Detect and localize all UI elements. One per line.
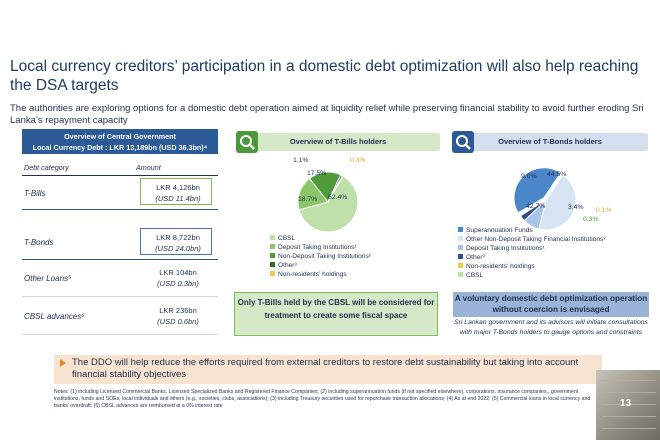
- tbills-legend: [270, 234, 371, 279]
- arrow-bullet-icon: [60, 359, 66, 367]
- legend-swatch: [458, 236, 463, 241]
- col-category: Debt category: [24, 163, 69, 172]
- tbonds-label-other: 3.4%: [568, 204, 584, 211]
- tbonds-label-ondti: 44.5%: [547, 171, 567, 178]
- tbonds-label-super: 42.7%: [526, 203, 546, 210]
- overview-table-header: [22, 163, 218, 175]
- legend-item: [270, 234, 371, 243]
- row-category: T-Bonds: [24, 238, 54, 247]
- ddo-banner: [54, 355, 602, 384]
- overview-header-line2: Local Currency Debt : LKR 13,189bn (USD 36.3bn)⁴: [32, 143, 208, 152]
- legend-label: Deposit Taking Institutions¹: [278, 244, 357, 251]
- row-category: T-Bills: [24, 189, 46, 198]
- row-category: CBSL advances⁶: [24, 312, 85, 321]
- legend-label: Superannuation Funds: [466, 227, 533, 234]
- tbills-label-cbsl: 62.4%: [328, 194, 348, 201]
- legend-item: [270, 252, 371, 261]
- legend-swatch: [270, 235, 275, 240]
- legend-label: Other Non-Deposit Taking Financial Institutions²: [466, 236, 606, 243]
- legend-item: [458, 253, 606, 262]
- row-amount: [140, 267, 216, 289]
- row-amount-usd: (USD 11.4bn): [155, 194, 201, 203]
- legend-swatch: [458, 245, 463, 250]
- row-divider: [22, 334, 218, 335]
- row-amount-lkr: LKR 8,722bn: [156, 233, 200, 242]
- legend-label: Non-residents’ holdings: [466, 263, 535, 270]
- tbills-panel-header: Overview of T-Bills holders: [236, 133, 440, 151]
- row-amount-usd: (USD 24.0bn): [155, 244, 201, 253]
- row-amount-usd: (USD 0.6bn): [157, 317, 199, 326]
- tbills-label-other: 1.1%: [293, 157, 309, 164]
- legend-item: [270, 243, 371, 252]
- tbonds-label-cbsl: 0.3%: [583, 216, 599, 223]
- tbills-label-nonresident: 0.3%: [350, 157, 366, 164]
- legend-label: Other³: [278, 262, 297, 269]
- legend-swatch: [270, 244, 275, 249]
- tbills-label-ndti: 17.5%: [307, 170, 327, 177]
- row-amount: [140, 182, 216, 204]
- page-number: 13: [620, 398, 632, 409]
- tbonds-label-dti: 9.0%: [521, 173, 537, 180]
- overview-header-line1: Overview of Central Government: [64, 132, 176, 141]
- legend-label: CBSL: [466, 272, 484, 279]
- legend-label: CBSL: [278, 235, 296, 242]
- row-amount-lkr: LKR 4,126bn: [156, 183, 200, 192]
- row-category: Other Loans⁵: [24, 274, 72, 283]
- tbonds-label-nonresident: 0.1%: [596, 207, 612, 214]
- row-amount-lkr: LKR 104bn: [159, 268, 197, 277]
- legend-swatch: [458, 272, 463, 277]
- legend-item: [458, 262, 606, 271]
- tbonds-operation-body: Sri Lankan government and its advisors will initiate consultations with major T-Bonds holders to gauge options and constraints: [454, 319, 648, 336]
- overview-header: [22, 129, 218, 154]
- legend-item: [458, 244, 606, 253]
- row-divider: [22, 296, 218, 297]
- legend-swatch: [270, 271, 275, 276]
- table-header-divider: [22, 175, 218, 176]
- legend-swatch: [270, 262, 275, 267]
- page-subtitle: The authorities are exploring options for a domestic debt operation aimed at liquidity relief while preserving financial stability to avoid further eroding Sri Lanka’s repayment capacity: [10, 103, 644, 126]
- legend-label: Other³: [466, 254, 485, 261]
- footnotes: Notes: (1) including Licensed Commercial Banks, Licensed Specialized Banks and Registered Finance Companies; (2) including superannuation funds (if not specified elsewhere), corporations, insurance companies,, government institutions, funds and SOEs, local individuals and others (e.g., societies, clubs, associations); (3) including Treasury securities used for repurchase transaction allocations; (4) As at end 2022; (5) Commercial loans in local currency and banks’ overdraft; (6) CBSL advances are reimbursed at a 0% interest rate: [54, 389, 591, 410]
- tbills-treatment-note: Only T-Bills held by the CBSL will be considered for treatment to create some fiscal space: [234, 292, 438, 336]
- legend-item: [270, 270, 371, 279]
- legend-label: Deposit Taking Institutions¹: [466, 245, 545, 252]
- magnifier-icon: [452, 131, 474, 153]
- ddo-text: The DDO will help reduce the efforts required from external creditors to restore debt sustainability but taking into account financial stability objectives: [72, 357, 579, 380]
- page-title: Local currency creditors’ participation in a domestic debt optimization will also help reaching the DSA targets: [10, 58, 639, 94]
- row-divider: [22, 209, 218, 210]
- tbonds-legend: [458, 226, 606, 280]
- magnifier-icon: [236, 131, 258, 153]
- row-amount-lkr: LKR 236bn: [159, 306, 197, 315]
- row-amount: [140, 232, 216, 254]
- legend-swatch: [458, 254, 463, 259]
- legend-item: [458, 235, 606, 244]
- row-divider: [22, 259, 218, 260]
- legend-swatch: [458, 263, 463, 268]
- col-amount: Amount: [136, 163, 161, 172]
- tbonds-operation-title: A voluntary domestic debt optimization operation without coercion is envisaged: [453, 292, 649, 317]
- tbills-label-dti: 18.7%: [298, 196, 318, 203]
- legend-label: Non-Deposit Taking Institutions²: [278, 253, 371, 260]
- legend-swatch: [458, 227, 463, 232]
- legend-label: Non-residents’ holdings: [278, 271, 347, 278]
- row-amount-usd: (USD 0.3bn): [157, 279, 199, 288]
- tbonds-panel-header: Overview of T-Bonds holders: [452, 133, 648, 151]
- legend-swatch: [270, 253, 275, 258]
- legend-item: [270, 261, 371, 270]
- row-amount: [140, 305, 216, 327]
- legend-item: [458, 226, 606, 235]
- legend-item: [458, 271, 606, 280]
